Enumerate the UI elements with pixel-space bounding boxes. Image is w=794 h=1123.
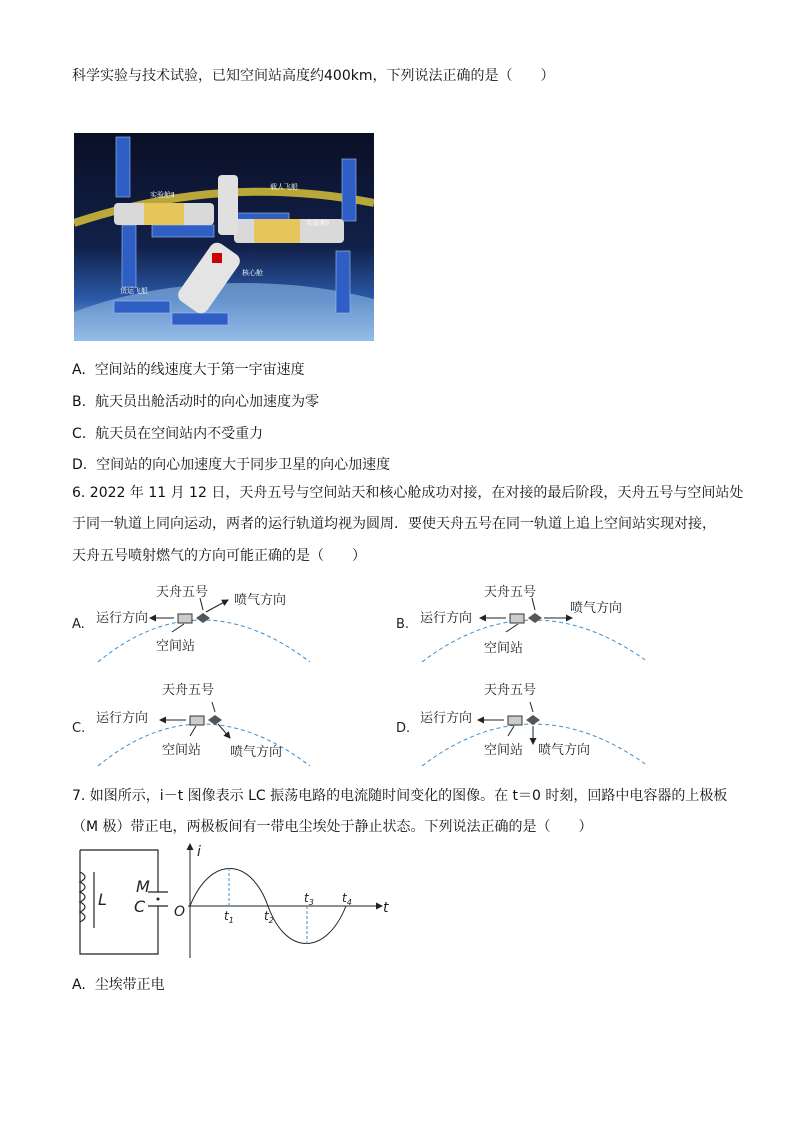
question-intro-line: 科学实验与技术试验，已知空间站高度约400km，下列说法正确的是（ ） bbox=[72, 68, 555, 84]
svg-text:C: C bbox=[134, 897, 146, 916]
svg-text:喷气方向: 喷气方向 bbox=[234, 593, 287, 608]
q6-letter-d: D. bbox=[396, 721, 411, 736]
q5-option-b: B. 航天员出舱活动时的向心加速度为零 bbox=[72, 394, 319, 410]
svg-text:空间站: 空间站 bbox=[484, 641, 524, 656]
q5-option-c: C. 航天员在空间站内不受重力 bbox=[72, 426, 264, 442]
svg-text:空间站: 空间站 bbox=[156, 639, 196, 654]
svg-text:i: i bbox=[197, 844, 201, 860]
q6-letter-b: B. bbox=[396, 617, 410, 632]
svg-text:t4: $t_4$ bbox=[342, 891, 352, 907]
svg-text:M: M bbox=[136, 877, 150, 896]
lc-circuit bbox=[80, 850, 168, 954]
photo-label-cargo-ship: 货运飞船 bbox=[120, 287, 148, 295]
photo-label-core-module: 核心舱 bbox=[242, 269, 263, 277]
svg-text:喷气方向: 喷气方向 bbox=[538, 743, 591, 758]
svg-text:空间站: 空间站 bbox=[484, 743, 524, 758]
q6-diagrams bbox=[60, 576, 740, 776]
svg-text:喷气方向: 喷气方向 bbox=[230, 745, 283, 760]
svg-text:运行方向: 运行方向 bbox=[96, 711, 149, 726]
tianzhou-icon bbox=[196, 613, 210, 623]
photo-label-lab2: 实验舱Ⅱ bbox=[150, 191, 175, 199]
q7-option-a: A. 尘埃带正电 bbox=[72, 977, 165, 993]
svg-text:t1: $t_1$ bbox=[224, 909, 234, 925]
svg-text:空间站: 空间站 bbox=[162, 743, 202, 758]
q7-line-1: 7. 如图所示，i－t 图像表示 LC 振荡电路的电流随时间变化的图像。在 t＝0 时刻，回路中电容器的上极板 bbox=[72, 788, 728, 804]
svg-text:天舟五号: 天舟五号 bbox=[156, 585, 209, 600]
q6-line-3: 天舟五号喷射燃气的方向可能正确的是（ ） bbox=[72, 548, 366, 564]
svg-text:t: t bbox=[383, 900, 389, 916]
svg-text:O: O bbox=[174, 904, 186, 920]
svg-text:天舟五号: 天舟五号 bbox=[484, 585, 537, 600]
q7-figure bbox=[70, 842, 400, 962]
q6-line-1: 6. 2022 年 11 月 12 日，天舟五号与空间站天和核心舱成功对接，在对接的最后阶段，天舟五号与空间站处 bbox=[72, 485, 744, 501]
dust-particle bbox=[157, 898, 160, 901]
i-t-graph bbox=[188, 844, 382, 958]
station-icon bbox=[178, 614, 192, 623]
svg-text:运行方向: 运行方向 bbox=[420, 711, 473, 726]
svg-text:L: L bbox=[98, 890, 107, 909]
q6-line-2: 于同一轨道上同向运动，两者的运行轨道均视为圆周．要使天舟五号在同一轨道上追上空间站实现对接， bbox=[72, 516, 716, 532]
q5-option-a: A. 空间站的线速度大于第一宇宙速度 bbox=[72, 362, 305, 378]
inductor-coil bbox=[80, 872, 85, 922]
svg-text:运行方向: 运行方向 bbox=[420, 611, 473, 626]
svg-text:运行方向: 运行方向 bbox=[96, 611, 149, 626]
q5-option-d: D. 空间站的向心加速度大于同步卫星的向心加速度 bbox=[72, 457, 391, 473]
svg-text:t3: $t_3$ bbox=[304, 891, 314, 907]
svg-text:天舟五号: 天舟五号 bbox=[162, 683, 215, 698]
photo-label-lab1: 实验舱Ⅰ bbox=[306, 219, 330, 227]
space-station-photo bbox=[74, 133, 374, 341]
photo-label-crew-ship: 载人飞船 bbox=[270, 183, 298, 191]
svg-text:喷气方向: 喷气方向 bbox=[570, 601, 623, 616]
svg-text:天舟五号: 天舟五号 bbox=[484, 683, 537, 698]
q6-letter-c: C. bbox=[72, 721, 86, 736]
q6-letter-a: A. bbox=[72, 617, 85, 632]
svg-text:t2: $t_2$ bbox=[264, 909, 274, 925]
q7-line-2: （M 极）带正电，两极板间有一带电尘埃处于静止状态。下列说法正确的是（ ） bbox=[72, 819, 593, 835]
